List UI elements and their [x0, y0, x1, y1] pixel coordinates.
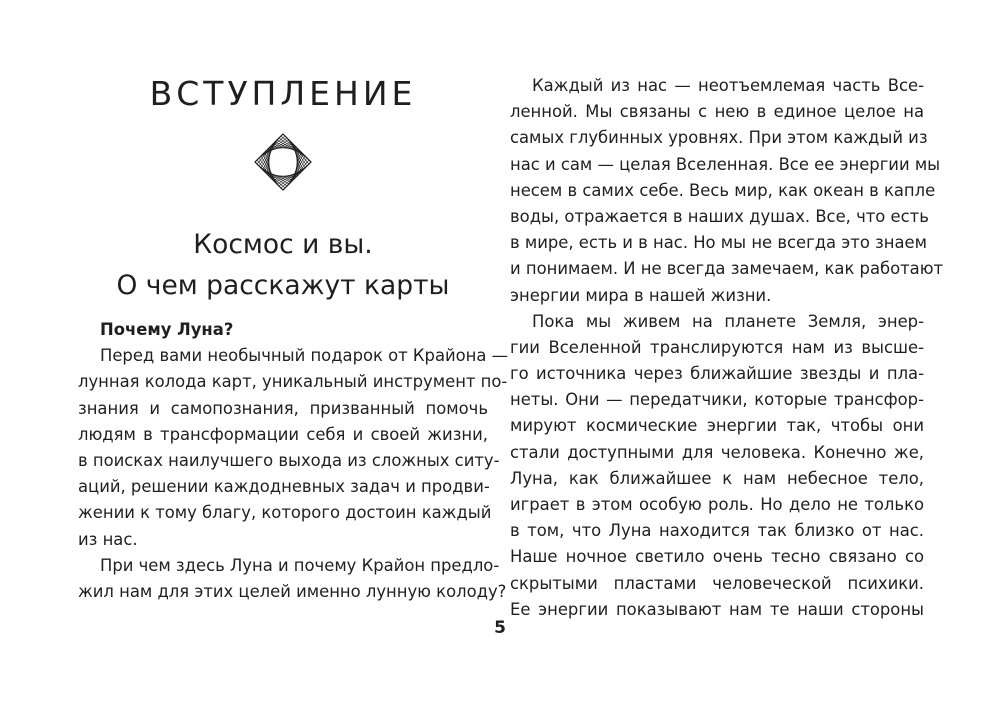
- subheading-why-moon: Почему Луна?: [100, 320, 234, 339]
- text-line: несем в самих себе. Весь мир, как океан в капле: [510, 180, 936, 200]
- text-line: из нас.: [78, 529, 138, 549]
- text-line: в поисках наилучшего выхода из сложных ситу-: [78, 450, 500, 470]
- diamond-ornament-icon: [253, 132, 313, 192]
- text-line: мируют космические энергии так, чтобы они: [510, 416, 924, 436]
- text-line: в мире, есть и в нас. Но мы не всегда это знаем: [510, 233, 927, 253]
- text-line: лунная колода карт, уникальный инструмент по-: [78, 372, 508, 392]
- text-line: знания и самопознания, призванный помочь: [78, 398, 488, 418]
- text-line: Перед вами необычный подарок от Крайона —: [100, 346, 509, 366]
- text-line: ленной. Мы связаны с нею в единое целое на: [510, 102, 924, 122]
- text-line: скрытыми пластами человеческой психики.: [510, 573, 924, 593]
- text-line: Ее энергии показывают нам те наши стороны: [510, 599, 924, 619]
- text-line: и понимаем. И не всегда замечаем, как работают: [510, 259, 944, 279]
- text-line: играет в этом особую роль. Но дело не только: [510, 495, 924, 514]
- text-line: жении к тому благу, которого достоин каждый: [78, 503, 492, 523]
- text-line: нас и сам — целая Вселенная. Все ее энергии мы: [510, 154, 941, 174]
- text-line: самых глубинных уровнях. При этом каждый из: [510, 128, 928, 148]
- text-line: в том, что Луна находится так близко от нас.: [510, 521, 924, 541]
- text-line: гии Вселенной транслируются нам из высше-: [510, 337, 924, 357]
- text-line: энергии мира в нашей жизни.: [510, 285, 772, 305]
- text-line: аций, решении каждодневных задач и продви-: [78, 477, 490, 497]
- text-line: воды, отражается в наших душах. Все, что есть: [510, 206, 929, 226]
- chapter-title: ВСТУПЛЕНИЕ: [149, 74, 417, 113]
- text-line: жил нам для этих целей именно лунную колоду?: [78, 581, 507, 601]
- text-line: Пока мы живем на планете Земля, энер-: [532, 311, 924, 331]
- text-line: Каждый из нас — неотъемлемая часть Все-: [532, 76, 924, 95]
- left-body-text: [78, 317, 509, 605]
- right-body-text: [510, 73, 944, 623]
- text-line: стали доступными для человека. Конечно же,: [510, 442, 924, 462]
- text-line: Наше ночное светило очень тесно связано со: [510, 547, 924, 567]
- page-number: 5: [494, 618, 506, 638]
- section-title-line-2: О чем расскажут карты: [116, 270, 450, 301]
- text-line: неты. Они — передатчики, которые трансфор-: [510, 390, 924, 410]
- text-line: При чем здесь Луна и почему Крайон предло-: [100, 555, 500, 575]
- section-title-line-1: Космос и вы.: [193, 229, 373, 260]
- section-title: [78, 224, 488, 306]
- ornament-outline: [255, 134, 311, 190]
- text-line: го источника через ближайшие звезды и пла-: [510, 364, 924, 384]
- text-line: Луна, как ближайшее к нам небесное тело,: [510, 468, 924, 488]
- text-line: людям в трансформации себя и своей жизни,: [78, 424, 488, 444]
